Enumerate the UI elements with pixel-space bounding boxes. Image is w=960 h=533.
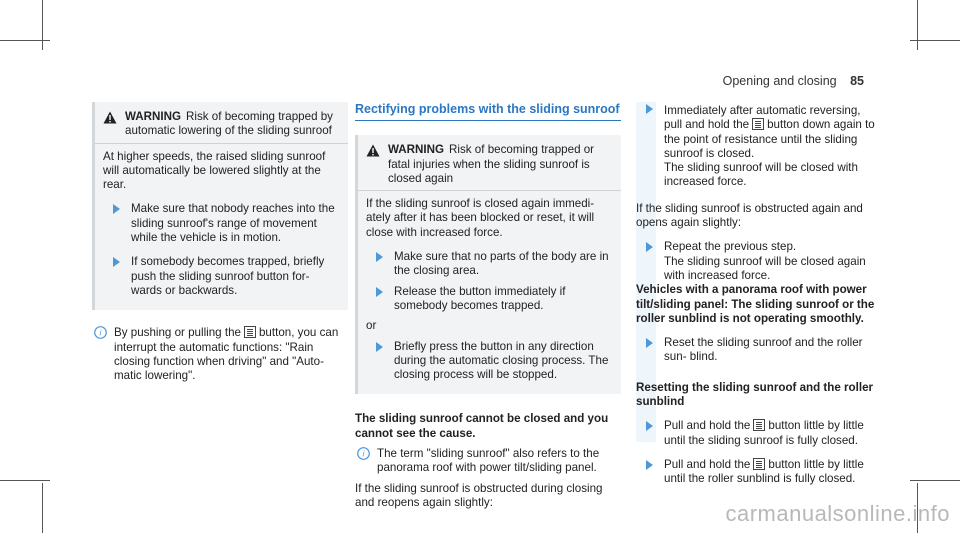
warning-body (358, 190, 621, 394)
arrow-right-icon (376, 342, 383, 352)
warning-body-text: At higher speeds, the raised sliding sunroof will automatically be lowered slightly at the rear. (103, 149, 326, 192)
arrow-right-icon (646, 242, 653, 252)
step-text: Release the button immediately if somebody becomes trapped. (394, 284, 566, 312)
column-2 (355, 102, 621, 510)
arrow-right-icon (646, 104, 653, 114)
sunroof-button-icon (753, 458, 765, 470)
arrow-right-icon (376, 287, 383, 297)
arrow-right-icon (646, 421, 653, 431)
warning-box (355, 135, 621, 394)
step-text-part: Pull and hold the (664, 419, 751, 433)
arrow-right-icon (646, 460, 653, 470)
subheading: Resetting the sliding sunroof and the roller sunblind (636, 380, 874, 409)
section-title: Rectifying problems with the sliding sunroof (355, 102, 621, 121)
paragraph: If the sliding sunroof is obstructed again and opens again slightly: (636, 201, 863, 230)
step-text-part: button little by little until the roller sunblind is fully closed. (664, 457, 864, 486)
note-text-part: button, you can interrupt the automatic functions: "Rain closing function when driving" and "Auto- matic lowering". (114, 326, 339, 383)
step-text (664, 458, 880, 487)
step-result: The sliding sunroof will be closed again with increased force. (664, 254, 866, 282)
subheading: Vehicles with a panorama roof with power tilt/sliding panel: The sliding sunroof or the roller sunblind is not operating smoothly. (636, 283, 875, 325)
warning-text (388, 143, 613, 186)
step-text: Repeat the previous step. (664, 240, 797, 254)
subheading: The sliding sunroof cannot be closed and you cannot see the cause. (355, 412, 609, 440)
warning-label: WARNING (125, 110, 182, 123)
step-text: Make sure that nobody reaches into the sliding sunroof's range of movement while the vehicle is in motion. (131, 202, 335, 245)
crop-mark (42, 0, 43, 50)
arrow-right-icon (376, 252, 383, 262)
warning-body (95, 143, 348, 311)
crop-mark (0, 480, 50, 481)
arrow-right-icon (113, 204, 120, 214)
crop-mark (917, 0, 918, 50)
sunroof-button-icon (244, 326, 256, 338)
sunroof-button-icon (752, 118, 764, 130)
step-text: If somebody becomes trapped, briefly push the sliding sunroof button for- wards or backwards. (131, 255, 325, 297)
step-text: Reset the sliding sunroof and the roller sun- blind. (664, 336, 863, 364)
crop-mark (42, 483, 43, 533)
note-text (114, 326, 348, 383)
step-item (103, 255, 340, 298)
warning-body-text: If the sliding sunroof is closed again immedi- ately after it has been blocked or reset, it will close with increased force. (366, 197, 595, 239)
step-text (664, 419, 880, 448)
watermark: carmanualsonline.info (725, 501, 950, 526)
paragraph: If the sliding sunroof is obstructed during closing and reopens again slightly: (355, 481, 603, 509)
step-text-part: Pull and hold the (664, 457, 751, 471)
step-item (636, 102, 880, 194)
step-result: The sliding sunroof will be closed with increased force. (664, 161, 858, 189)
step-item (366, 285, 613, 314)
step-item (636, 240, 880, 283)
warning-label: WARNING (388, 143, 445, 157)
arrow-right-icon (646, 338, 653, 348)
warning-triangle-icon (366, 144, 380, 157)
page-header (723, 74, 864, 88)
page-number: 85 (850, 74, 864, 88)
step-item (636, 336, 880, 365)
step-text-part: Immediately after automatic reversing, pull and hold the (664, 104, 861, 132)
step-item (103, 202, 340, 245)
warning-header (95, 102, 348, 143)
info-note-icon (94, 326, 107, 339)
step-text: Make sure that no parts of the body are in the closing area. (394, 250, 609, 278)
step-item (366, 340, 613, 383)
step-text (664, 104, 880, 161)
step-text-part: button little by little until the sliding sunroof is fully closed. (664, 419, 864, 447)
section-name: Opening and closing (722, 74, 837, 88)
info-note-icon (357, 447, 370, 460)
step-text: Briefly press the button in any direction during the automatic closing process. The closing process will be stopped. (394, 339, 609, 382)
warning-box (92, 102, 348, 310)
svg-text:i: i (99, 327, 102, 338)
step-item (636, 419, 880, 448)
svg-text:i: i (362, 448, 365, 459)
note-item (92, 326, 348, 383)
or-label: or (366, 319, 377, 333)
warning-header (358, 135, 621, 190)
warning-title: Risk of becoming trapped by automatic lowering of the sliding sunroof (125, 110, 333, 138)
step-item (636, 458, 880, 487)
step-text-part: button down again to the point of resistance until the sliding sunroof is closed. (664, 118, 875, 160)
arrow-right-icon (113, 257, 120, 267)
crop-mark (910, 480, 960, 481)
column-1 (92, 102, 348, 383)
note-text: The term "sliding sunroof" also refers to the panorama roof with power tilt/sliding panel. (377, 447, 600, 475)
note-item (355, 447, 621, 476)
warning-triangle-icon (103, 111, 117, 124)
sunroof-button-icon (753, 419, 765, 431)
column-3 (636, 102, 880, 487)
warning-text (125, 110, 340, 139)
warning-title: Risk of becoming trapped or fatal injuries when the sliding sunroof is closed again (388, 143, 595, 185)
step-item (366, 250, 613, 279)
note-text-part: By pushing or pulling the (114, 326, 241, 340)
